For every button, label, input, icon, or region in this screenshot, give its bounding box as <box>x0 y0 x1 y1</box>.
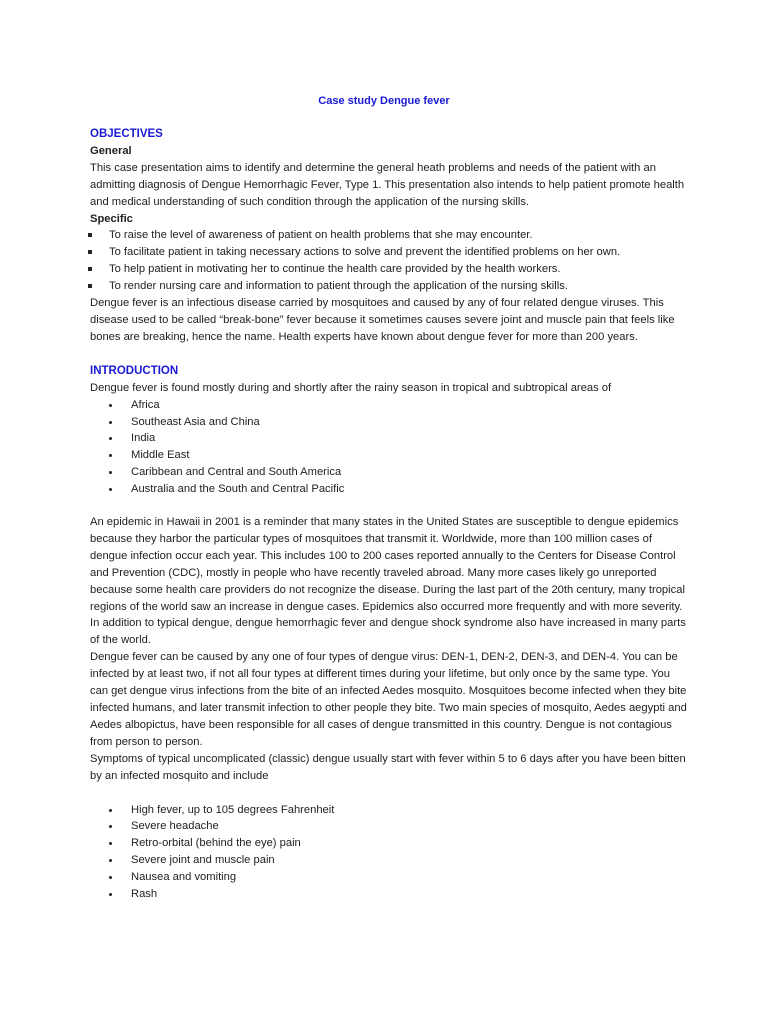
list-item: Rash <box>90 886 690 903</box>
list-item: High fever, up to 105 degrees Fahrenheit <box>90 802 690 819</box>
symptoms-list <box>90 802 690 903</box>
list-item: Caribbean and Central and South America <box>90 464 690 481</box>
list-item: Africa <box>90 397 690 414</box>
list-item: To help patient in motivating her to continue the health care provided by the health workers. <box>90 261 690 278</box>
list-item: Middle East <box>90 447 690 464</box>
specific-list <box>90 227 690 295</box>
list-item: India <box>90 430 690 447</box>
list-item: Retro-orbital (behind the eye) pain <box>90 835 690 852</box>
list-item: Australia and the South and Central Pacific <box>90 481 690 498</box>
introduction-lead: Dengue fever is found mostly during and shortly after the rainy season in tropical and subtropical areas of <box>90 381 612 394</box>
list-item: Nausea and vomiting <box>90 869 690 886</box>
epidemic-paragraph: An epidemic in Hawaii in 2001 is a reminder that many states in the United States are susceptible to dengue epidemics because they harbor the particular types of mosquitoes that transmit it. Worldwide, more than 100 million cases of dengue infection occur each year. This includes 100 to 200 cases reported annually to the Centers for Disease Control and Prevention (CDC), mostly in people who have recently traveled abroad. Many more cases likely go unreported because some health care providers do not recognize the disease. During the last part of the 20th century, many tropical regions of the world saw an increase in dengue cases. Epidemics also occurred more frequently and with more severity. In addition to typical dengue, dengue hemorrhagic fever and dengue shock syndrome also have increased in many parts of the world. <box>90 516 686 647</box>
virus-types-paragraph: Dengue fever can be caused by any one of four types of dengue virus: DEN-1, DEN-2, DEN-3, and DEN-4. You can be infected by at least two, if not all four types at different times during your lifetime, but only once by the same type. You can get dengue virus infections from the bite of an infected Aedes mosquito. Mosquitoes become infected when they bite infected humans, and later transmit infection to other people they bite. Two main species of mosquito, Aedes aegypti and Aedes albopictus, have been responsible for all cases of dengue transmitted in this country. Dengue is not contagious from person to person. <box>90 651 687 748</box>
general-heading: General <box>90 144 132 157</box>
list-item: Severe joint and muscle pain <box>90 852 690 869</box>
list-item: To facilitate patient in taking necessary actions to solve and prevent the identified problems on her own. <box>90 244 690 261</box>
specific-heading: Specific <box>90 212 133 225</box>
list-item: To raise the level of awareness of patient on health problems that she may encounter. <box>90 227 690 244</box>
list-item: Southeast Asia and China <box>90 414 690 431</box>
regions-list <box>90 397 690 498</box>
introduction-heading: INTRODUCTION <box>90 364 179 377</box>
list-item: Severe headache <box>90 818 690 835</box>
list-item: To render nursing care and information to patient through the application of the nursing skills. <box>90 278 690 295</box>
document-body <box>90 126 690 903</box>
objectives-closing-paragraph: Dengue fever is an infectious disease carried by mosquitoes and caused by any of four related dengue viruses. This disease used to be called “break-bone” fever because it sometimes causes severe joint and muscle pain that feels like bones are breaking, hence the name. Health experts have known about dengue fever for more than 200 years. <box>90 297 675 343</box>
general-paragraph: This case presentation aims to identify and determine the general heath problems and needs of the patient with an admitting diagnosis of Dengue Hemorrhagic Fever, Type 1. This presentation also intends to help patient promote health and medical understanding of such condition through the application of the nursing skills. <box>90 161 685 208</box>
objectives-heading: OBJECTIVES <box>90 128 163 140</box>
symptoms-paragraph: Symptoms of typical uncomplicated (classic) dengue usually start with fever within 5 to 6 days after you have been bitten by an infected mosquito and include <box>90 752 686 782</box>
page-title: Case study Dengue fever <box>318 95 450 107</box>
